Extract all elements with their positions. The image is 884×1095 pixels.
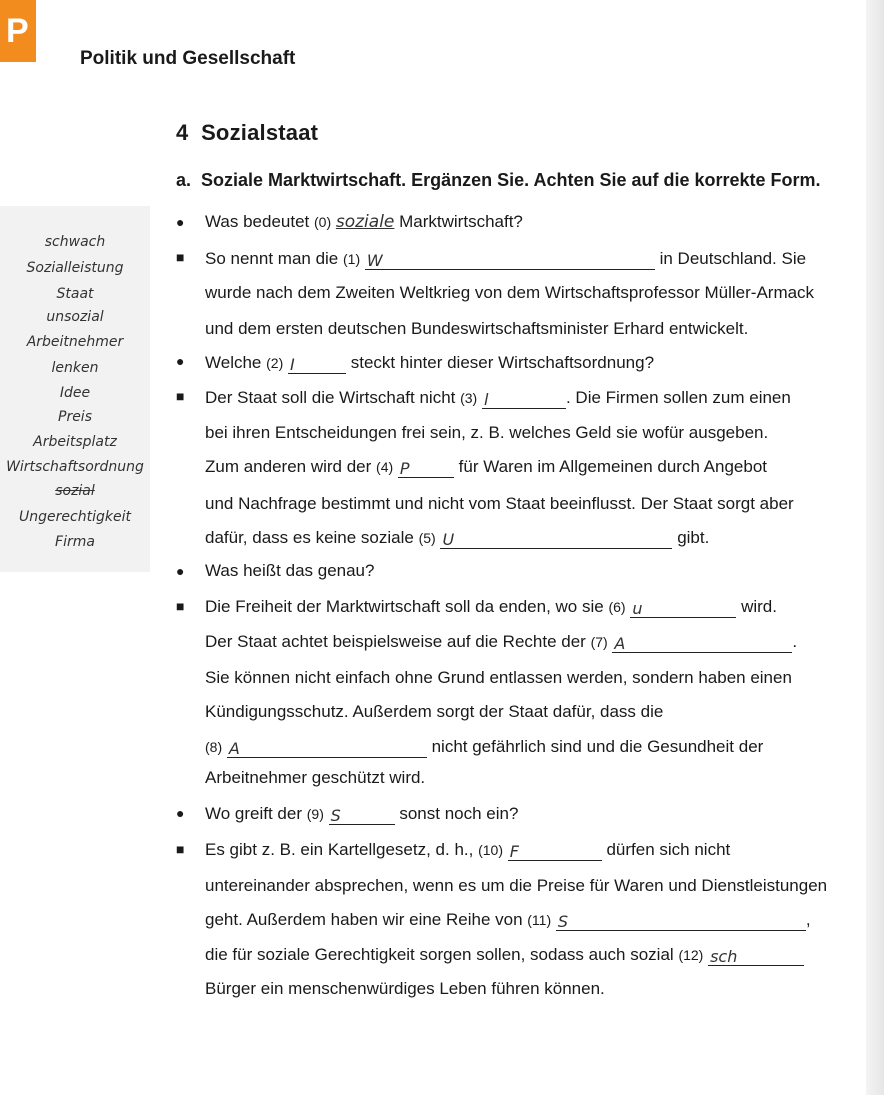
text: steckt hinter dieser Wirtschaftsordnung? [350, 353, 655, 372]
word-box-item: schwach [44, 234, 106, 250]
gap-number: (3) [460, 390, 478, 406]
example-answer: soziale [335, 212, 395, 232]
text-line: Sie können nicht einfach ohne Grund entlassen werden, sondern haben einen [205, 668, 792, 687]
gap-number: (0) [314, 214, 332, 230]
text: für Waren im Allgemeinen durch Angebot [458, 457, 768, 476]
gap-hint: A [228, 739, 240, 758]
gap-hint: F [509, 842, 519, 861]
text-line: Was heißt das genau? [205, 561, 375, 580]
text-line: Arbeitnehmer geschützt wird. [205, 768, 426, 787]
gap-field[interactable] [508, 840, 602, 861]
text-line [205, 388, 791, 409]
gap-hint: W [366, 251, 383, 270]
text: So nennt man die [205, 249, 339, 268]
text-line [205, 249, 806, 270]
answer-square: ■ [176, 249, 185, 265]
word-box-item: unsozial [46, 309, 104, 325]
gap-field[interactable] [612, 632, 792, 653]
text-line [205, 632, 797, 653]
text: geht. Außerdem haben wir eine Reihe von [205, 910, 523, 929]
gap-number: (6) [608, 599, 626, 615]
text-line: Bürger ein menschenwürdiges Leben führen können. [205, 979, 605, 998]
chapter-number: 4 [176, 120, 189, 145]
instruction-text: Soziale Marktwirtschaft. Ergänzen Sie. Achten Sie auf die korrekte Form. [201, 170, 821, 190]
text: Der Staat achtet beispielsweise auf die Rechte der [205, 632, 586, 651]
gap-field[interactable] [440, 528, 672, 549]
text: Welche [205, 353, 262, 372]
gap-field[interactable] [482, 388, 566, 409]
gap-hint: l [483, 390, 489, 409]
gap-hint: u [632, 599, 643, 618]
text: Die Freiheit der Marktwirtschaft soll da enden, wo sie [205, 597, 604, 616]
question-bullet: ● [176, 805, 185, 821]
gap-field[interactable] [288, 353, 346, 374]
gap-field[interactable] [398, 457, 454, 478]
text: wird. [741, 597, 777, 616]
text-line [205, 737, 763, 758]
text-line [205, 353, 654, 374]
text: gibt. [677, 528, 710, 547]
gap-number: (12) [678, 947, 704, 963]
gap-field[interactable] [556, 910, 806, 931]
exercise-instruction [176, 170, 821, 191]
gap-field[interactable] [630, 597, 736, 618]
section-title: Politik und Gesellschaft [80, 48, 296, 69]
word-box-item: Sozialleistung [26, 260, 124, 276]
gap-number: (7) [590, 634, 608, 650]
gap-number: (1) [343, 251, 361, 267]
gap-hint: sch [710, 947, 738, 966]
gap-number: (10) [478, 842, 503, 858]
answer-square: ■ [176, 598, 185, 614]
word-box-item: Arbeitnehmer [26, 334, 124, 350]
gap-field[interactable] [708, 945, 804, 966]
text: , [805, 910, 811, 929]
chapter-name: Sozialstaat [201, 120, 319, 145]
section-tab: P [0, 0, 36, 62]
word-box-item: Wirtschaftsordnung [6, 459, 144, 475]
text: dürfen sich nicht [606, 840, 731, 859]
word-box-item: Staat [56, 286, 94, 302]
question-bullet: ● [176, 563, 185, 579]
text: Es gibt z. B. ein Kartellgesetz, d. h., [205, 840, 474, 859]
gap-hint: S [557, 912, 569, 931]
text-line: bei ihren Entscheidungen frei sein, z. B. welches Geld sie wofür ausgeben. [205, 423, 769, 442]
text: Der Staat soll die Wirtschaft nicht [205, 388, 456, 407]
text-line [205, 945, 804, 966]
text-line [205, 597, 777, 618]
text: Was bedeutet [205, 212, 310, 231]
gap-number: (11) [527, 912, 552, 928]
text: . [792, 632, 798, 651]
gap-number: (8) [205, 739, 223, 755]
text-line [205, 840, 730, 861]
text-line [205, 804, 518, 825]
exercise-letter: a. [176, 170, 192, 190]
text-line [205, 457, 767, 478]
answer-square: ■ [176, 388, 185, 404]
text: . Die Firmen sollen zum einen [565, 388, 791, 407]
word-box-item-used: sozial [55, 483, 95, 499]
gap-field[interactable] [227, 737, 427, 758]
word-box [0, 206, 150, 572]
gap-number: (9) [306, 806, 324, 822]
chapter-title [176, 120, 318, 146]
text: die für soziale Gerechtigkeit sorgen sollen, sodass auch sozial [205, 945, 674, 964]
gap-hint: S [330, 806, 341, 825]
gap-hint: I [289, 355, 295, 374]
text-line: wurde nach dem Zweiten Weltkrieg von dem Wirtschaftsprofessor Müller-Armack [205, 283, 815, 302]
gap-hint: U [442, 530, 455, 549]
text-line: und dem ersten deutschen Bundeswirtschaftsminister Erhard entwickelt. [205, 319, 749, 338]
word-box-item: Firma [55, 534, 95, 550]
answer-square: ■ [176, 841, 185, 857]
gap-number: (5) [418, 530, 436, 546]
word-box-item: Preis [58, 409, 92, 425]
text: Zum anderen wird der [205, 457, 372, 476]
gap-hint: P [399, 459, 410, 478]
word-box-item: Idee [59, 385, 91, 401]
gap-hint: A [614, 634, 626, 653]
text: Marktwirtschaft? [399, 212, 523, 231]
text-line: untereinander absprechen, wenn es um die Preise für Waren und Dienstleistungen [205, 876, 828, 895]
word-box-item: Arbeitsplatz [33, 434, 117, 450]
question-bullet: ● [176, 214, 185, 230]
page-edge-shadow [866, 0, 884, 1095]
text: sonst noch ein? [399, 804, 519, 823]
gap-number: (4) [376, 459, 394, 475]
gap-number: (2) [266, 355, 284, 371]
text: nicht gefährlich sind und die Gesundheit der [431, 737, 764, 756]
gap-field[interactable] [329, 804, 395, 825]
text-line [205, 212, 523, 232]
text-line [205, 528, 709, 549]
text: Wo greift der [205, 804, 303, 823]
question-bullet: ● [176, 353, 185, 369]
text-line [205, 910, 811, 931]
text: dafür, dass es keine soziale [205, 528, 414, 547]
gap-field[interactable] [365, 249, 655, 270]
text: in Deutschland. Sie [659, 249, 807, 268]
word-box-item: Ungerechtigkeit [19, 509, 131, 525]
text-line: Kündigungsschutz. Außerdem sorgt der Staat dafür, dass die [205, 702, 664, 721]
text-line: und Nachfrage bestimmt und nicht vom Staat beeinflusst. Der Staat sorgt aber [205, 494, 794, 513]
word-box-item: lenken [51, 360, 99, 376]
